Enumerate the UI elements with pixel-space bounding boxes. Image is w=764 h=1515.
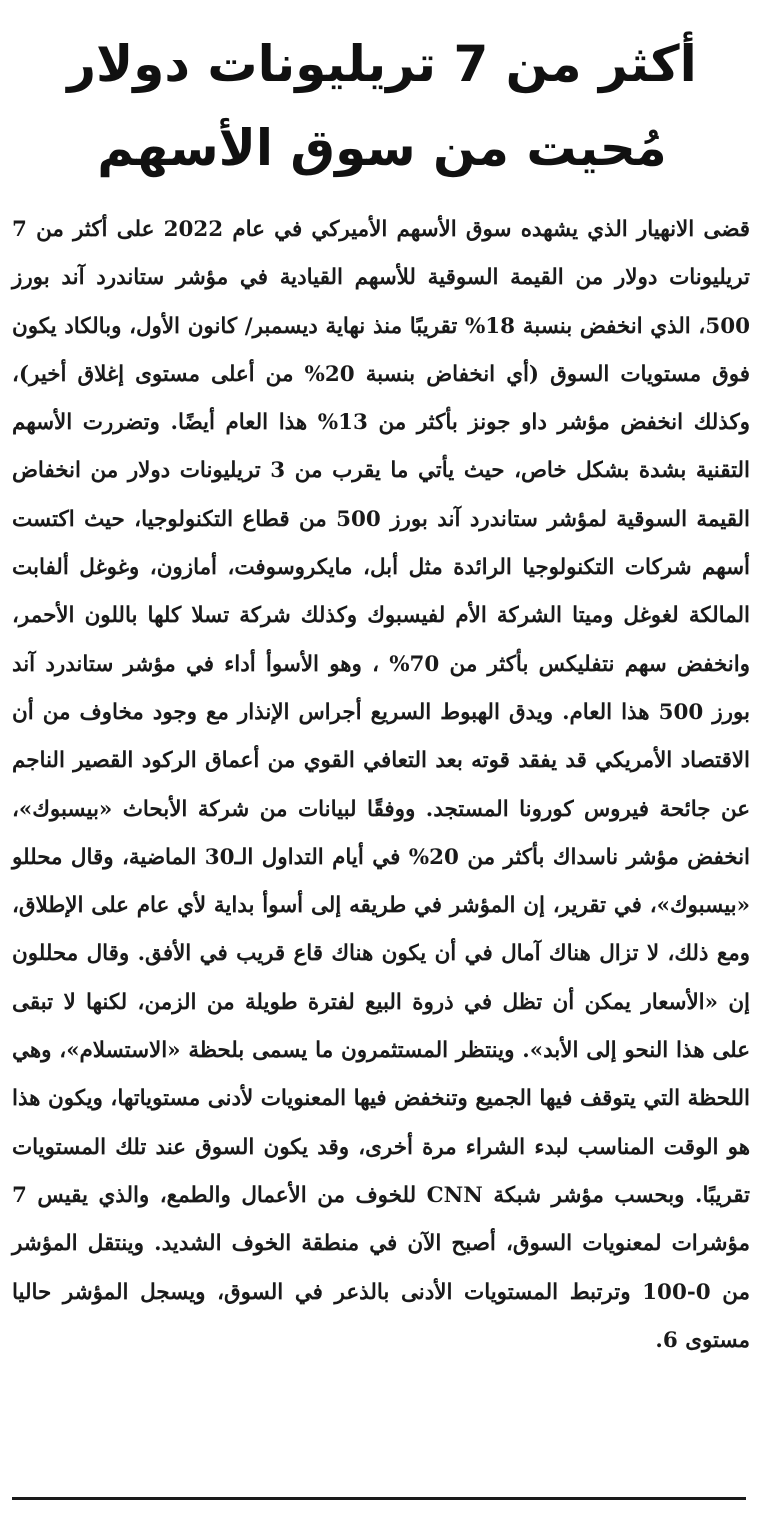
headline-line-1: أكثر من 7 تريليونات دولار xyxy=(67,35,697,93)
bottom-divider xyxy=(12,1497,746,1500)
headline-line-2: مُحيت من سوق الأسهم xyxy=(97,119,667,177)
article-headline xyxy=(0,0,764,190)
article-body: قضى الانهيار الذي يشهده سوق الأسهم الأميركي في عام 2022 على أكثر من 7 تريليونات دولار من القيمة السوقية للأسهم القيادية في مؤشر ستاندرد آند بورز 500، الذي انخفض بنسبة 18% تقريبًا منذ نهاية ديسمبر/ كانون الأول، وبالكاد يكون فوق مستويات السوق (أي انخفاض بنسبة 20% من أعلى مستوى إغلاق أخير)، وكذلك انخفض مؤشر داو جونز بأكثر من 13% هذا العام أيضًا. وتضررت الأسهم التقنية بشدة بشكل خاص، حيث يأتي ما يقرب من 3 تريليونات دولار من انخفاض القيمة السوقية لمؤشر ستاندرد آند بورز 500 من قطاع التكنولوجيا، حيث اكتست أسهم شركات التكنولوجيا الرائدة مثل أبل، مايكروسوفت، أمازون، وغوغل ألفابت المالكة لغوغل وميتا الشركة الأم لفيسبوك وكذلك شركة تسلا كلها باللون الأحمر، وانخفض سهم نتفليكس بأكثر من 70% ، وهو الأسوأ أداء في مؤشر ستاندرد آند بورز 500 هذا العام. ويدق الهبوط السريع أجراس الإنذار مع وجود مخاوف من أن الاقتصاد الأمريكي قد يفقد قوته بعد التعافي القوي من أعماق الركود القصير الناجم عن جائحة فيروس كورونا المستجد. ووفقًا لبيانات من شركة الأبحاث «بيسبوك»، انخفض مؤشر ناسداك بأكثر من 20% في أيام التداول الـ30 الماضية، وقال محللو «بيسبوك»، في تقرير، إن المؤشر في طريقه إلى أسوأ بداية لأي عام على الإطلاق، ومع ذلك، لا تزال هناك آمال في أن يكون هناك قاع قريب في الأفق. وقال محللون إن «الأسعار يمكن أن تظل في ذروة البيع لفترة طويلة من الزمن، لكنها لا تبقى على هذا النحو إلى الأبد». وينتظر المستثمرون ما يسمى بلحظة «الاستسلام»، وهي اللحظة التي يتوقف فيها الجميع وتنخفض فيها المعنويات لأدنى مستوياتها، ويكون هذا هو الوقت المناسب لبدء الشراء مرة أخرى، وقد يكون السوق عند تلك المستويات تقريبًا. وبحسب مؤشر شبكة CNN للخوف من الأعمال والطمع، والذي يقيس 7 مؤشرات لمعنويات السوق، أصبح الآن في منطقة الخوف الشديد. وينتقل المؤشر من 0-100 وترتبط المستويات الأدنى بالذعر في السوق، ويسجل المؤشر حاليا مستوى 6. xyxy=(12,217,751,1353)
